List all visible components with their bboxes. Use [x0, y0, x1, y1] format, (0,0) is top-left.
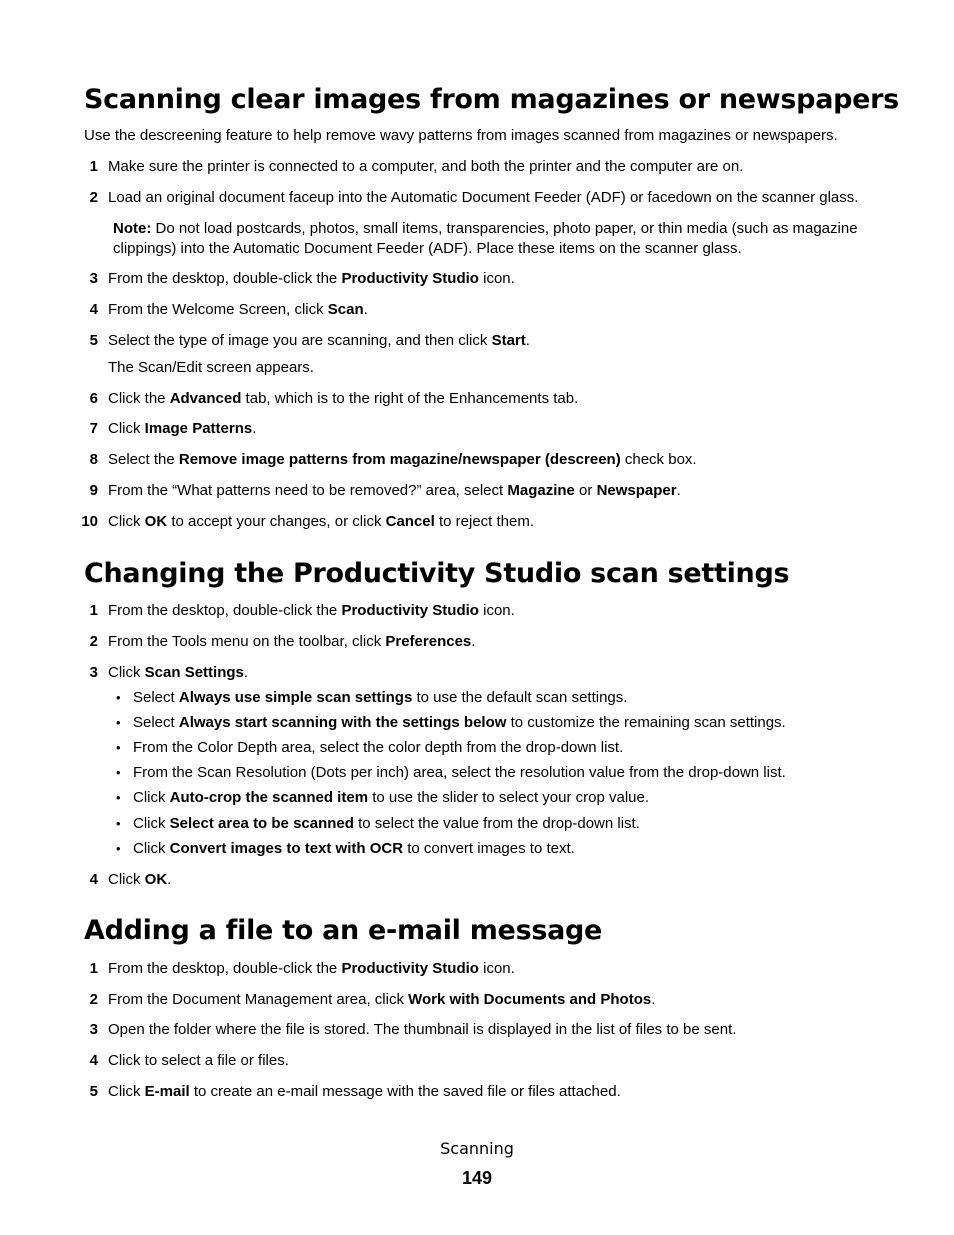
ui-term: OK [144, 513, 168, 530]
text-run: From the desktop, double-click the [108, 270, 342, 287]
text-run: Click [108, 664, 145, 681]
text-run: icon. [478, 960, 515, 977]
text-run: . [471, 633, 476, 650]
text-run: to accept your changes, or click [167, 513, 386, 530]
bullet-text [133, 763, 786, 783]
text-run: to select the value from the drop-down list. [353, 815, 640, 832]
bullet-dot-icon: • [116, 715, 121, 730]
text-run: . [167, 871, 172, 888]
ui-term: Productivity Studio [341, 602, 479, 619]
text-run: Select [133, 714, 179, 731]
step-number: 6 [89, 390, 98, 407]
bullet-dot-icon: • [116, 790, 121, 805]
text-run: Click [108, 420, 145, 437]
section-heading: Changing the Productivity Studio scan settings [84, 558, 790, 589]
step-text [108, 870, 171, 890]
ui-term: E-mail [144, 1083, 190, 1100]
text-run: check box. [620, 451, 697, 468]
text-run: Click [133, 789, 170, 806]
step-number: 4 [89, 1052, 98, 1069]
bullet-dot-icon: • [116, 740, 121, 755]
text-run: Open the folder where the file is stored. The thumbnail is displayed in the list of files to be sent. [108, 1021, 737, 1038]
intro-text: Use the descreening feature to help remove wavy patterns from images scanned from magazines or newspapers. [84, 127, 838, 144]
note-label: Note: [113, 220, 152, 237]
ui-term: Advanced [169, 390, 242, 407]
step-number: 2 [89, 633, 98, 650]
step-text [108, 481, 681, 501]
step-number: 3 [89, 1021, 98, 1038]
ui-term: Newspaper [596, 482, 677, 499]
text-run: From the Color Depth area, select the color depth from the drop-down list. [133, 739, 624, 756]
ui-term: Select area to be scanned [169, 815, 354, 832]
ui-term: Preferences [385, 633, 472, 650]
footer-section-name: Scanning [440, 1139, 514, 1158]
step-text [108, 959, 515, 979]
step-number: 1 [89, 158, 98, 175]
text-run: Click the [108, 390, 170, 407]
text-run: From the Scan Resolution (Dots per inch) area, select the resolution value from the drop-down list. [133, 764, 786, 781]
text-run: From the desktop, double-click the [108, 960, 342, 977]
note-text-line1: Do not load postcards, photos, small items, transparencies, photo paper, or thin media (such as magazine [151, 220, 858, 237]
text-run: Click [133, 815, 170, 832]
text-run: From the Welcome Screen, click [108, 301, 328, 318]
step-number: 4 [89, 871, 98, 888]
step-number: 8 [89, 451, 98, 468]
step-text [108, 419, 256, 439]
bullet-text [133, 788, 649, 808]
bullet-text [133, 688, 627, 708]
ui-term: Scan [327, 301, 364, 318]
step-number: 4 [89, 301, 98, 318]
note-text-line2: clippings) into the Automatic Document Feeder (ADF). Place these items on the scanner glass. [113, 240, 742, 257]
bullet-dot-icon: • [116, 690, 121, 705]
step-text [108, 157, 743, 177]
bullet-text [133, 814, 640, 834]
text-run: Select [133, 689, 179, 706]
step-number: 5 [89, 332, 98, 349]
text-run: From the desktop, double-click the [108, 602, 342, 619]
bullet-text [133, 839, 575, 859]
bullet-dot-icon: • [116, 841, 121, 856]
text-run: to use the default scan settings. [412, 689, 628, 706]
step-text [108, 300, 368, 320]
text-run: to reject them. [434, 513, 535, 530]
text-run: . [525, 332, 530, 349]
step-text [108, 188, 858, 208]
text-run: or [574, 482, 597, 499]
text-run: Load an original document faceup into the Automatic Document Feeder (ADF) or facedown on the scanner glass. [108, 189, 859, 206]
page-number: 149 [461, 1168, 493, 1188]
bullet-text [133, 738, 623, 758]
text-run: From the Document Management area, click [108, 991, 409, 1008]
ui-term: Remove image patterns from magazine/newspaper (descreen) [178, 451, 621, 468]
step-number: 1 [89, 960, 98, 977]
ui-term: Productivity Studio [341, 270, 479, 287]
text-run: . [243, 664, 249, 681]
text-run: . [651, 991, 656, 1008]
ui-term: Productivity Studio [341, 960, 479, 977]
text-run: Click [108, 1083, 145, 1100]
text-run: . [252, 420, 257, 437]
step-number: 3 [89, 270, 98, 287]
step-text [108, 632, 475, 652]
text-run: From the Tools menu on the toolbar, click [108, 633, 386, 650]
step-text [108, 663, 248, 683]
step-text [108, 331, 530, 351]
step-result-text: The Scan/Edit screen appears. [108, 359, 314, 376]
ui-term: Work with Documents and Photos [408, 991, 652, 1008]
section-heading: Adding a file to an e-mail message [84, 915, 603, 946]
text-run: to customize the remaining scan settings. [506, 714, 786, 731]
step-number: 2 [89, 189, 98, 206]
text-run: to convert images to text. [403, 840, 575, 857]
text-run: Make sure the printer is connected to a computer, and both the printer and the computer are on. [108, 158, 744, 175]
step-text [108, 269, 515, 289]
text-run: Click [133, 840, 170, 857]
step-text [108, 601, 515, 621]
ui-term: Cancel [385, 513, 435, 530]
step-text [108, 389, 578, 409]
bullet-dot-icon: • [116, 816, 121, 831]
text-run: From the “What patterns need to be removed?” area, select [108, 482, 508, 499]
text-run: Click to select a file or files. [108, 1052, 289, 1069]
text-run: tab, which is to the right of the Enhancements tab. [241, 390, 579, 407]
step-number: 1 [89, 602, 98, 619]
step-number: 2 [89, 991, 98, 1008]
ui-term: Convert images to text with OCR [169, 840, 404, 857]
text-run: icon. [478, 602, 515, 619]
ui-term: Magazine [507, 482, 575, 499]
step-number: 7 [89, 420, 98, 437]
text-run: Click [108, 513, 145, 530]
ui-term: Always start scanning with the settings below [178, 714, 507, 731]
ui-term: Scan Settings [144, 664, 244, 681]
text-run: . [676, 482, 681, 499]
step-number: 10 [81, 513, 98, 530]
text-run: to use the slider to select your crop value. [368, 789, 650, 806]
text-run: icon. [478, 270, 515, 287]
text-run: . [363, 301, 368, 318]
step-text [108, 990, 655, 1010]
section-heading: Scanning clear images from magazines or newspapers [84, 84, 899, 115]
step-text [108, 450, 697, 470]
step-text [108, 1020, 736, 1040]
ui-term: Always use simple scan settings [178, 689, 413, 706]
text-run: Select the type of image you are scanning, and then click [108, 332, 492, 349]
step-number: 5 [89, 1083, 98, 1100]
note [113, 219, 883, 259]
text-run: to create an e-mail message with the saved file or files attached. [189, 1083, 621, 1100]
step-number: 9 [89, 482, 98, 499]
ui-term: OK [144, 871, 168, 888]
step-number: 3 [89, 664, 98, 681]
text-run: Click [108, 871, 145, 888]
ui-term: Start [491, 332, 526, 349]
step-text [108, 512, 534, 532]
text-run: Select the [108, 451, 179, 468]
ui-term: Image Patterns [144, 420, 253, 437]
ui-term: Auto-crop the scanned item [169, 789, 369, 806]
bullet-text [133, 713, 786, 733]
step-text [108, 1051, 289, 1071]
step-text [108, 1082, 621, 1102]
bullet-dot-icon: • [116, 765, 121, 780]
